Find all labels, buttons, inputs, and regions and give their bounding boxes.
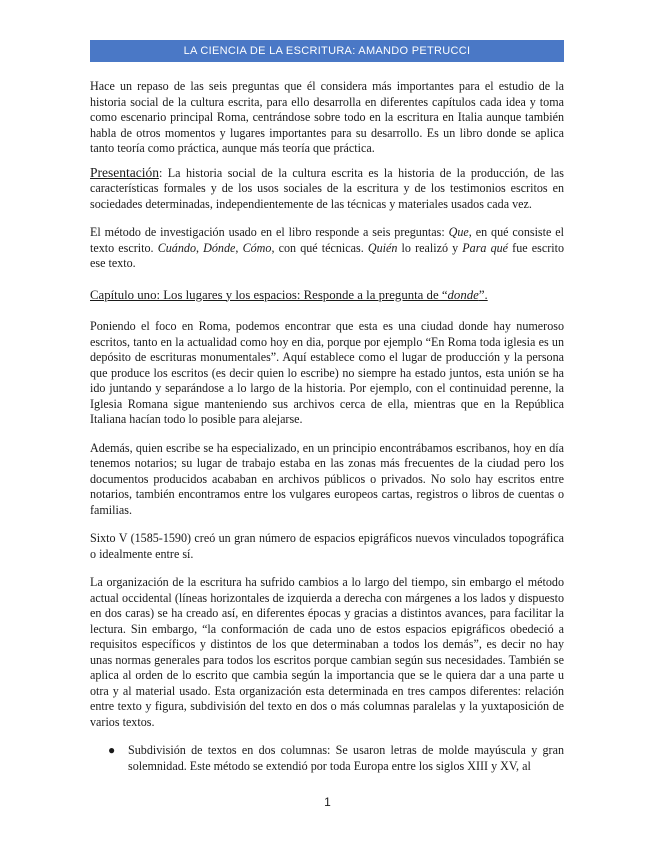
presentation-text: : La historia social de la cultura escrita es la historia de la producción, de las características formales y de los usos sociales de la escritura y de los testimonios escritos en sociedades determinadas, independientemente de las técnicas y materiales usados cada vez. bbox=[90, 165, 564, 211]
method-text-7: fue escrito ese texto. bbox=[90, 240, 564, 270]
document-header-bar bbox=[90, 40, 564, 62]
chapter-heading bbox=[90, 288, 564, 304]
method-text-5: , con qué técnicas. bbox=[271, 240, 368, 255]
document-body bbox=[90, 79, 564, 774]
method-text-2: , en qué consiste el texto escrito. bbox=[90, 225, 564, 255]
question-cuando: Cuándo bbox=[157, 240, 196, 255]
question-que: Que bbox=[448, 225, 469, 239]
intro-paragraph: Hace un repaso de las seis preguntas que él considera más importantes para el estudio de la historia social de la cultura escrita, para ello desarrolla en diferentes capítulos cada idea y toma como escenario principal Roma, centrándose sobre todo en la escritura en Italia aunque también habla de otros momentos y lugares importantes para su desarrollo. Es un libro donde se aplica tanto teoría como práctica, aunque más teoría que práctica. bbox=[90, 79, 564, 155]
chapter-heading-suffix: ”. bbox=[478, 287, 488, 302]
document-title: LA CIENCIA DE LA ESCRITURA: AMANDO PETRUCCI bbox=[183, 45, 471, 57]
method-text-1: El método de investigación usado en el libro responde a seis preguntas: bbox=[90, 225, 449, 239]
presentation-paragraph bbox=[90, 165, 564, 213]
presentation-label: Presentación bbox=[90, 164, 159, 180]
bullet-text: Subdivisión de textos en dos columnas: Se usaron letras de molde mayúscula y gran solemnidad. Este método se extendió por toda Europa entre los siglos XIII y XV, al bbox=[128, 743, 564, 773]
method-text-4: , bbox=[235, 240, 243, 255]
method-paragraph bbox=[90, 225, 564, 272]
chapter-heading-prefix: Capítulo uno: Los lugares y los espacios: Responde a la pregunta de “ bbox=[90, 287, 448, 302]
question-como: Cómo bbox=[242, 240, 272, 255]
question-para-que: Para qué bbox=[462, 240, 509, 255]
question-quien: Quién bbox=[367, 240, 398, 255]
method-text-6: lo realizó y bbox=[397, 240, 463, 255]
body-paragraph-organizacion: La organización de la escritura ha sufrido cambios a lo largo del tiempo, sin embargo el método actual occidental (líneas horizontales de izquierda a derecha con márgenes a los lados y dispuesto en dos caras) se ha creado así, en diferentes épocas y gracias a distintos avances, para facilitar la lectura. Sin embargo, “la conformación de cada uno de estos espacios epigráficos obedeció a requisitos específicos y distintos de los que determinaban a todos los demás”, es decir no hay unas normas generales para todos los escritos porque cambian según sus necesidades. También se aplica al orden de lo escrito que cambia según la importancia que se le quiera dar a una parte u otra y al material usado. Esta organización esta determinada en tres campos diferentes: relación entre texto y figura, subdivisión del texto en dos o más columnas paralelas y la yuxtaposición de varios textos. bbox=[90, 575, 564, 729]
method-text-3: , bbox=[196, 240, 204, 255]
list-item bbox=[108, 743, 564, 774]
chapter-heading-keyword: donde bbox=[447, 287, 479, 302]
page-number: 1 bbox=[324, 795, 331, 809]
bullet-dot-icon: ● bbox=[108, 743, 116, 757]
question-donde: Dónde bbox=[203, 240, 236, 255]
body-paragraph-roma: Poniendo el foco en Roma, podemos encontrar que esta es una ciudad donde hay numeroso escritos, tanto en la actualidad como hoy en dia, porque por ejemplo “En Roma toda iglesia es un depósito de escrituras monumentales”. Aquí establece como el lugar de producción y la persona que produce los escritos (es decir quien lo escribe) no siempre ha estado juntos, esta unión se ha ido juntando y separándose a lo largo de la historia. Por ejemplo, con el continuidad perenne, la Iglesia Romana sigue manteniendo sus archivos cerca de ella, mientras que en la República Italiana hacían todo lo posible para alejarse. bbox=[90, 319, 564, 426]
body-paragraph-sixto-v: Sixto V (1585-1590) creó un gran número de espacios epigráficos nuevos vinculados topográfica o idealmente entre sí. bbox=[90, 531, 564, 561]
bullet-list bbox=[90, 743, 564, 774]
body-paragraph-escribanos: Además, quien escribe se ha especializado, en un principio encontrábamos escribanos, hoy en día tenemos notarios; su lugar de trabajo estaba en las zonas más frecuentes de la ciudad pero los documentos producidos acababan en archivos públicos o privados. No solo hay escritos entre notarios, también encontramos entre los vulgares europeos cartas, registros o libros de cuentas o familias. bbox=[90, 440, 564, 517]
